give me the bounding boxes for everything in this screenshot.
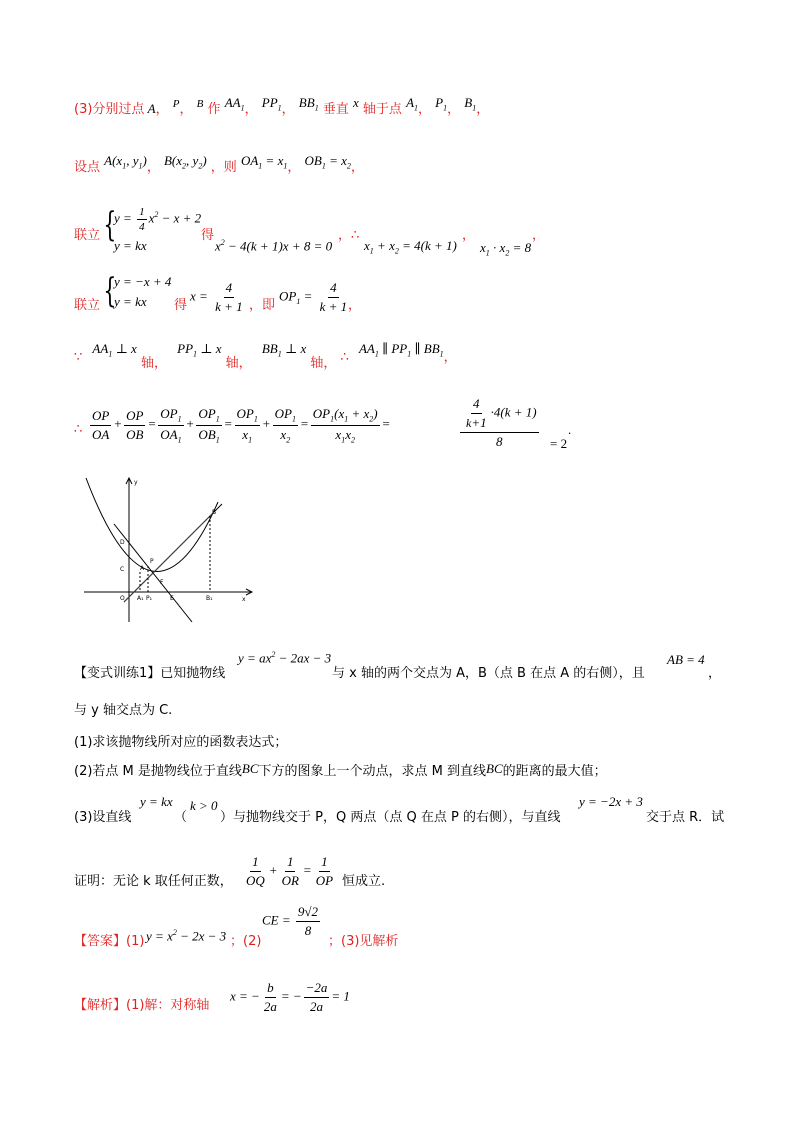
fig-label-x: x <box>242 596 246 603</box>
fig-label-B1: B₁ <box>206 595 213 602</box>
fig-label-A1: A₁ <box>137 595 144 602</box>
line-parallel: ∵ $AA_1$ ⊥ x 轴， $PP_1$ ⊥ x 轴， $BB_1$ ⊥ x 轴， ∴ $AA_1$ ∥ $PP_1$ ∥ $BB_1$， <box>74 341 457 371</box>
question-2: (2)若点 M 是抛物线位于直线BC下方的图象上一个动点，求点 M 到直线BC的距离的最大值； <box>74 761 607 779</box>
fig-label-O: O <box>120 595 125 602</box>
fig-label-P: P <box>150 558 154 565</box>
parabola-figure <box>84 474 254 624</box>
fig-label-P1: P₁ <box>146 595 153 602</box>
line-perpendiculars: (3)分别过点 A， $^P$， $^B$ 作 $AA_1$， $PP_1$， $BB_1$ 垂直 x 轴于点 $A_1$， $P_1$， $B_1$， <box>74 95 490 117</box>
exercise-line-2: 与 y 轴交点为 C. <box>74 703 173 718</box>
fig-label-y: y <box>134 479 138 486</box>
fig-label-C: C <box>120 566 125 573</box>
fig-label-F: F <box>160 579 164 586</box>
line-set-points: 设点 $A(x_1$, $y_1$)， $B(x_2$, $y_2$) ，则 $OA_1 = x_1$， $OB_1 = x_2$， <box>74 153 364 175</box>
fig-label-B: B <box>212 509 217 516</box>
fig-label-E: E <box>170 595 174 602</box>
fig-label-A: A <box>140 565 145 572</box>
fig-label-D: D <box>120 539 125 546</box>
question-1: (1)求该抛物线所对应的函数表达式； <box>74 735 288 750</box>
